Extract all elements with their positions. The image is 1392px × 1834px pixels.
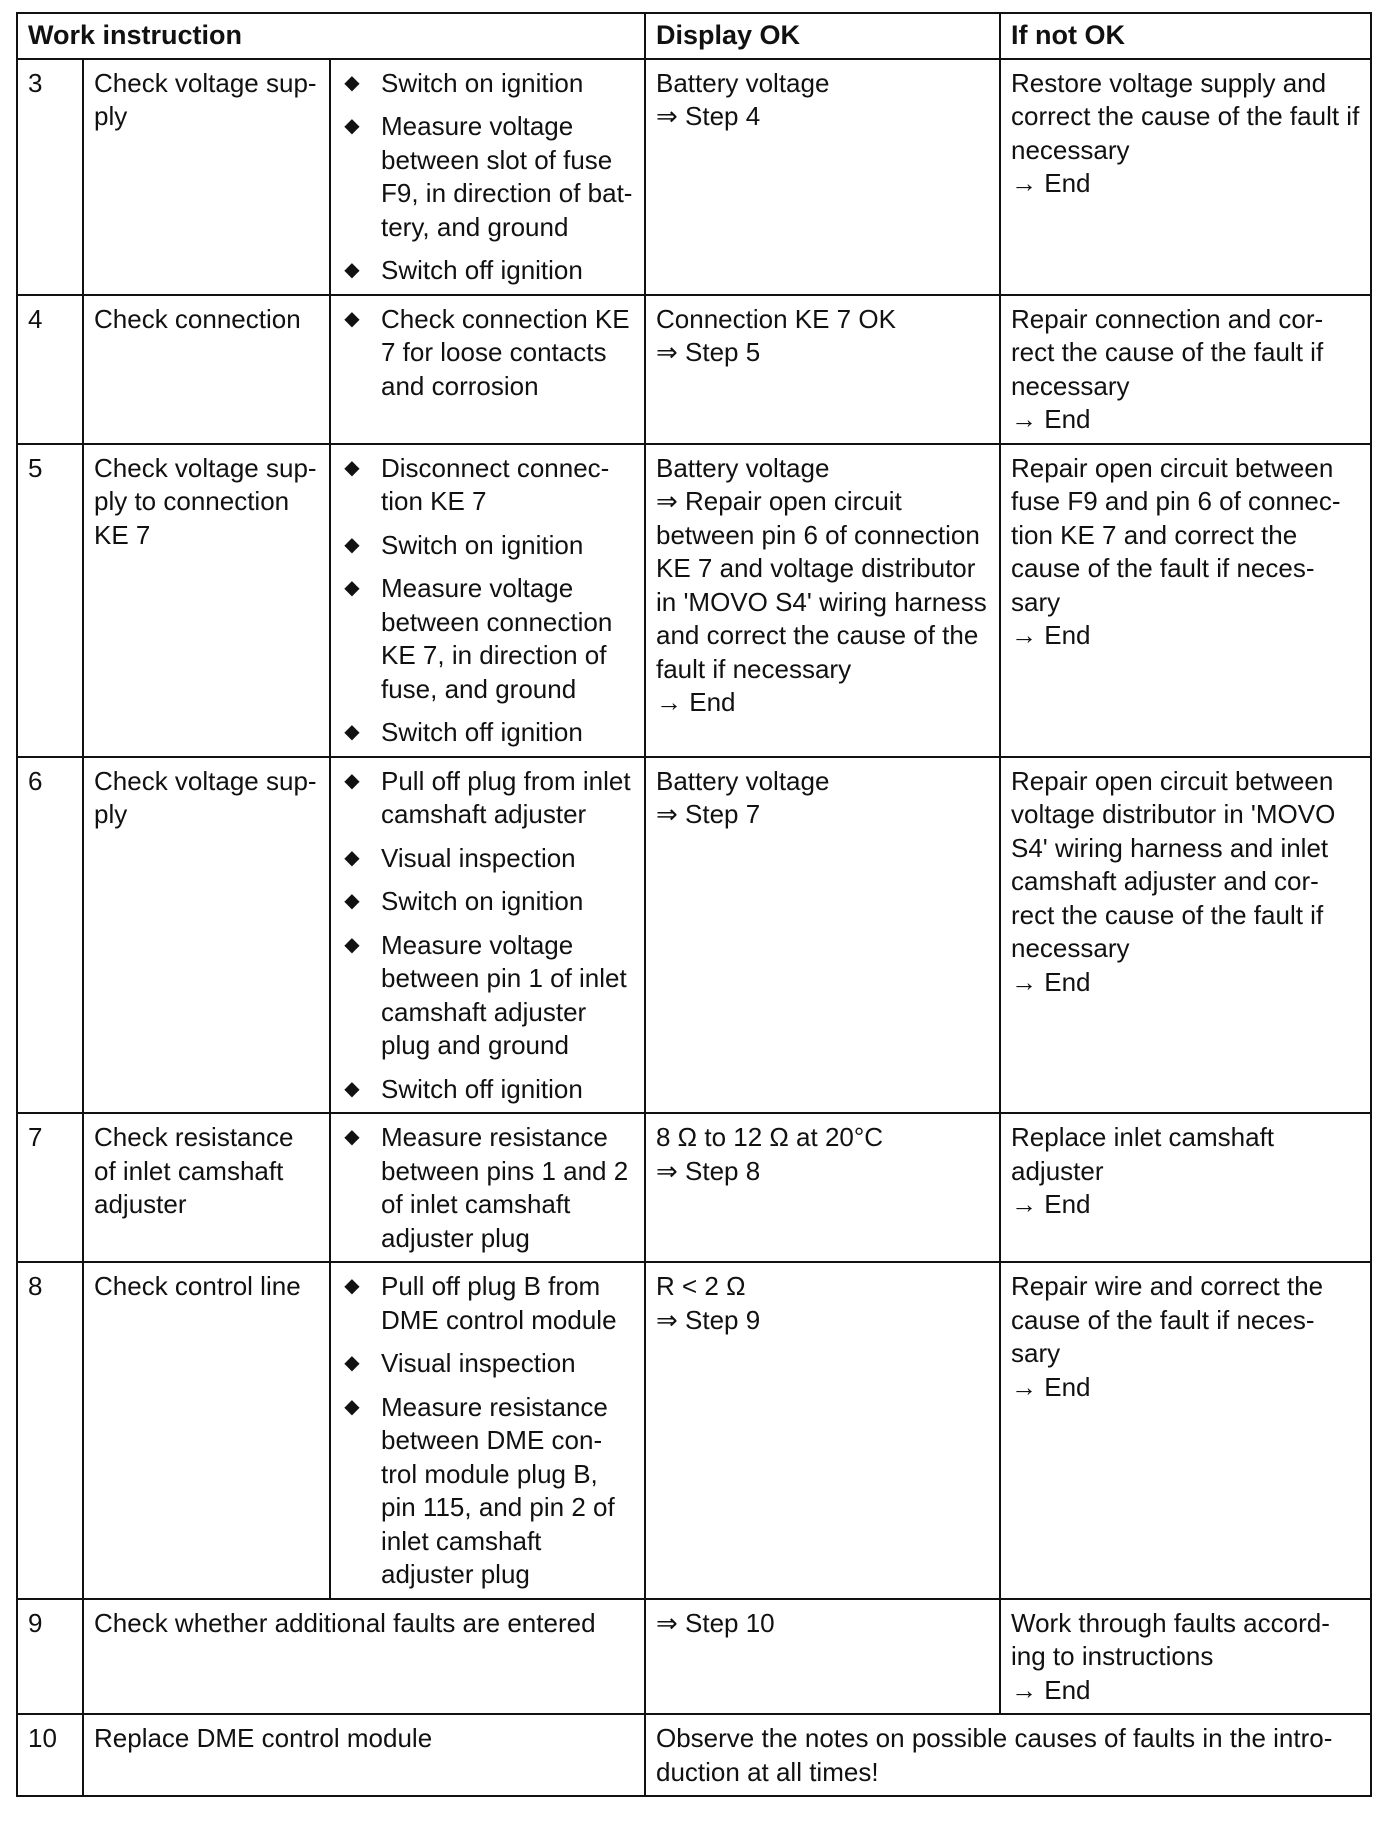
step-number: 3 <box>17 59 83 295</box>
action-text: Visual inspection <box>381 842 576 873</box>
table-row-5 <box>17 444 1371 757</box>
diamond-bullet-icon: ◆ <box>344 456 360 479</box>
diamond-bullet-icon: ◆ <box>344 933 360 956</box>
step-number: 10 <box>17 1714 83 1796</box>
diamond-bullet-icon: ◆ <box>344 577 360 599</box>
action-item <box>341 1073 634 1107</box>
action-text: Visual inspection <box>381 1348 576 1378</box>
action-item <box>341 885 634 919</box>
action-text: Pull off plug from inlet camshaft adjuster <box>381 765 631 829</box>
step-number: 6 <box>17 757 83 1114</box>
table-row-8 <box>17 1262 1371 1599</box>
diamond-bullet-icon: ◆ <box>344 1352 360 1374</box>
diamond-bullet-icon: ◆ <box>344 846 360 869</box>
actions-cell <box>330 757 645 1114</box>
table-row-3 <box>17 59 1371 295</box>
action-text: Switch off ignition <box>381 717 583 747</box>
diamond-bullet-icon: ◆ <box>344 1126 360 1148</box>
action-list <box>341 452 634 750</box>
action-list <box>341 1121 634 1255</box>
step-number: 9 <box>17 1599 83 1715</box>
step-number: 4 <box>17 295 83 444</box>
general-note: Observe the notes on possible causes of faults in the intro-duction at all times! <box>645 1714 1371 1796</box>
action-item <box>341 842 634 876</box>
diamond-bullet-icon: ◆ <box>344 307 360 330</box>
action-item <box>341 67 634 101</box>
action-item <box>341 110 634 244</box>
check-description: Check resistance of inlet camshaft adjuster <box>83 1113 330 1262</box>
diamond-bullet-icon: ◆ <box>344 115 360 137</box>
action-text: Switch off ignition <box>381 255 583 285</box>
actions-cell <box>330 59 645 295</box>
action-text: Measure resistance between pins 1 and 2 of inlet camshaft adjuster plug <box>381 1122 629 1253</box>
table-row-6 <box>17 757 1371 1114</box>
diamond-bullet-icon: ◆ <box>344 71 360 94</box>
table-row-7 <box>17 1113 1371 1262</box>
action-item <box>341 1391 634 1592</box>
if-not-ok-cell: Restore voltage supply and correct the cause of the fault if necessary → End <box>1000 59 1371 295</box>
actions-cell <box>330 444 645 757</box>
check-description: Check whether additional faults are entered <box>83 1599 645 1715</box>
display-ok-cell: Battery voltage ⇒ Repair open circuit between pin 6 of connection KE 7 and voltage distributor in 'MOVO S4' wiring harness and correct the cause of the fault if necessary → End <box>645 444 1000 757</box>
if-not-ok-text: Work through faults accord-ing to instructions → End <box>1011 1607 1330 1705</box>
actions-cell <box>330 295 645 444</box>
action-item <box>341 254 634 288</box>
display-ok-text: ⇒ Step 10 <box>656 1607 775 1638</box>
display-ok-cell <box>645 1599 1000 1715</box>
diamond-bullet-icon: ◆ <box>344 1395 360 1418</box>
check-description: Check voltage sup-ply to connection KE 7 <box>83 444 330 757</box>
action-list <box>341 765 634 1107</box>
diamond-bullet-icon: ◆ <box>344 769 360 792</box>
if-not-ok-cell: Repair open circuit between voltage distributor in 'MOVO S4' wiring harness and inlet camshaft adjuster and cor-rect the cause of the fault if necessary → End <box>1000 757 1371 1114</box>
action-text: Disconnect connec-tion KE 7 <box>381 452 610 516</box>
header-row <box>17 13 1371 59</box>
action-item <box>341 452 634 519</box>
action-item <box>341 765 634 832</box>
action-item <box>341 1270 634 1337</box>
if-not-ok-cell: Repair connection and cor-rect the cause of the fault if necessary → End <box>1000 295 1371 444</box>
step-number: 5 <box>17 444 83 757</box>
step-number: 7 <box>17 1113 83 1262</box>
diamond-bullet-icon: ◆ <box>344 721 360 743</box>
table-row-10 <box>17 1714 1371 1796</box>
action-text: Measure voltage between connection KE 7, in direction of fuse, and ground <box>381 573 613 704</box>
diamond-bullet-icon: ◆ <box>344 1275 360 1297</box>
display-ok-cell: Battery voltage ⇒ Step 4 <box>645 59 1000 295</box>
action-text: Check connection KE 7 for loose contacts and corrosion <box>381 303 630 401</box>
action-text: Measure voltage between slot of fuse F9, in direction of bat-tery, and ground <box>381 111 633 242</box>
header-display-ok: Display OK <box>645 13 1000 59</box>
diamond-bullet-icon: ◆ <box>344 1077 360 1100</box>
action-item <box>341 572 634 706</box>
display-ok-cell: 8 Ω to 12 Ω at 20°C ⇒ Step 8 <box>645 1113 1000 1262</box>
diamond-bullet-icon: ◆ <box>344 890 360 912</box>
display-ok-cell: R < 2 Ω ⇒ Step 9 <box>645 1262 1000 1599</box>
action-item <box>341 929 634 1063</box>
action-text: Switch on ignition <box>381 67 584 98</box>
diamond-bullet-icon: ◆ <box>344 533 360 556</box>
if-not-ok-cell: Repair open circuit between fuse F9 and pin 6 of connec-tion KE 7 and correct the cause of the fault if neces-sary → End <box>1000 444 1371 757</box>
action-text: Switch on ignition <box>381 886 584 916</box>
check-description: Replace DME control module <box>83 1714 645 1796</box>
display-ok-cell: Battery voltage ⇒ Step 7 <box>645 757 1000 1114</box>
display-ok-cell: Connection KE 7 OK ⇒ Step 5 <box>645 295 1000 444</box>
if-not-ok-cell <box>1000 1599 1371 1715</box>
check-description: Check connection <box>83 295 330 444</box>
diamond-bullet-icon: ◆ <box>344 259 360 281</box>
table-row-9 <box>17 1599 1371 1715</box>
if-not-ok-cell: Replace inlet camshaft adjuster → End <box>1000 1113 1371 1262</box>
action-list <box>341 67 634 288</box>
check-description: Check voltage sup- ply <box>83 757 330 1114</box>
check-description: Check voltage sup- ply <box>83 59 330 295</box>
action-list <box>341 1270 634 1592</box>
check-description: Check control line <box>83 1262 330 1599</box>
action-list <box>341 303 634 404</box>
actions-cell <box>330 1113 645 1262</box>
action-item <box>341 716 634 750</box>
action-item <box>341 303 634 404</box>
header-if-not-ok: If not OK <box>1000 13 1371 59</box>
table-row-4 <box>17 295 1371 444</box>
action-item <box>341 1121 634 1255</box>
if-not-ok-cell: Repair wire and correct the cause of the fault if neces-sary → End <box>1000 1262 1371 1599</box>
actions-cell <box>330 1262 645 1599</box>
action-text: Switch on ignition <box>381 529 584 560</box>
action-text: Measure voltage between pin 1 of inlet camshaft adjuster plug and ground <box>381 929 627 1060</box>
work-instruction-table <box>16 12 1372 1797</box>
header-work-instruction: Work instruction <box>17 13 645 59</box>
action-item <box>341 529 634 563</box>
action-item <box>341 1347 634 1381</box>
action-text: Measure resistance between DME con-trol module plug B, pin 115, and pin 2 of inlet camshaft adjuster plug <box>381 1391 615 1589</box>
action-text: Pull off plug B from DME control module <box>381 1271 617 1335</box>
action-text: Switch off ignition <box>381 1073 583 1104</box>
step-number: 8 <box>17 1262 83 1599</box>
